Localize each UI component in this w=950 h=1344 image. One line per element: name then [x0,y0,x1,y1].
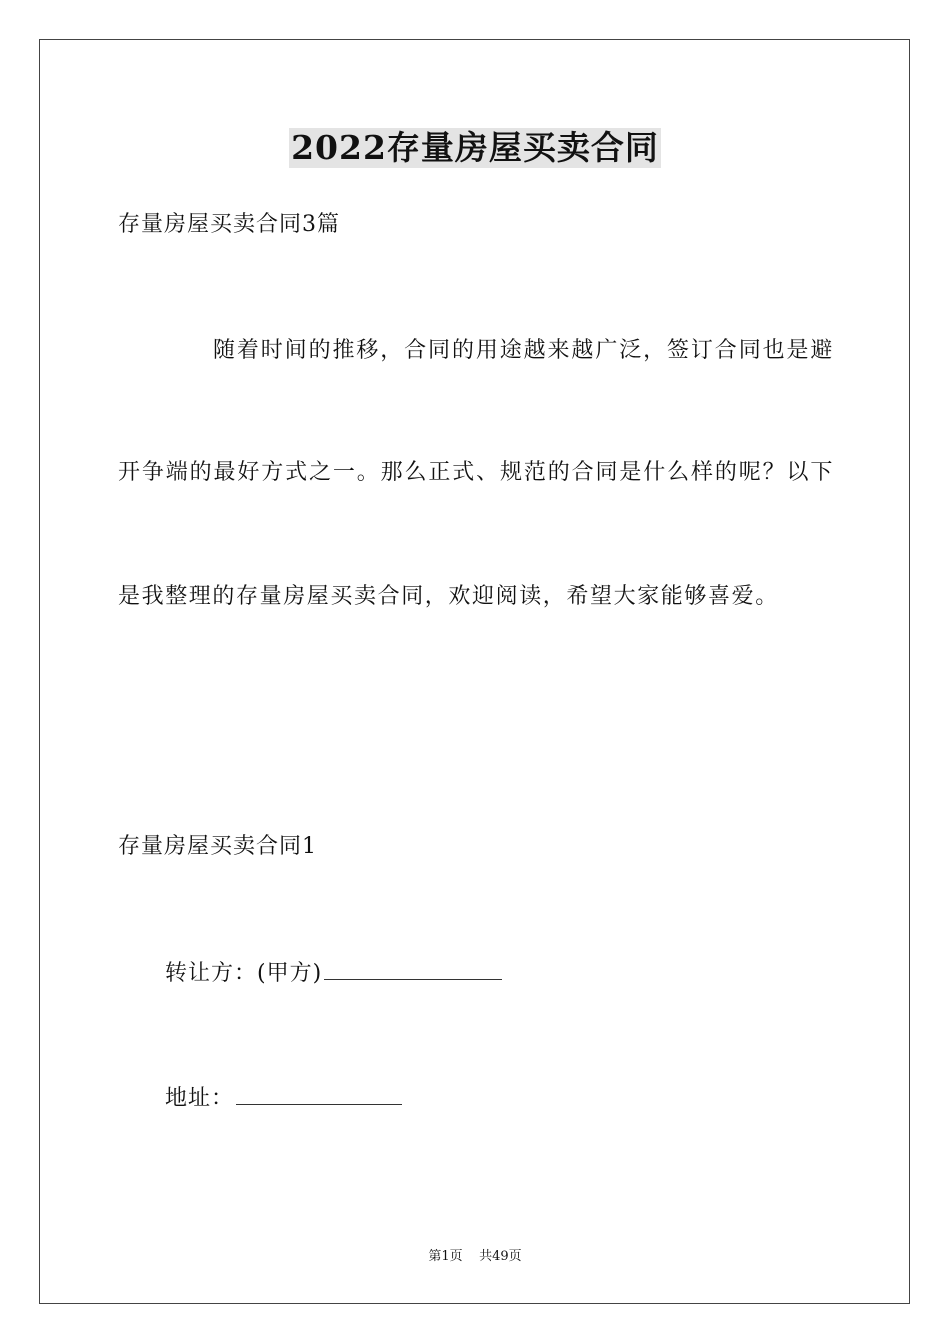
transferor-field [165,957,502,989]
title-container [0,128,950,168]
address-field [165,1082,402,1114]
address-blank[interactable] [236,1082,402,1105]
address-label: 地址： [165,1086,235,1111]
transferor-label: 转让方：(甲方) [165,961,323,986]
intro-paragraph-line-1: 随着时间的推移，合同的用途越来越广泛，签订合同也是避 [213,338,834,363]
transferor-blank[interactable] [324,957,502,980]
document-title: 2022存量房屋买卖合同 [291,128,659,167]
document-subtitle: 存量房屋买卖合同3篇 [118,212,340,237]
intro-paragraph-line-3: 是我整理的存量房屋买卖合同，欢迎阅读，希望大家能够喜爱。 [118,584,779,609]
intro-paragraph-line-2: 开争端的最好方式之一。那么正式、规范的合同是什么样的呢？以下 [118,460,834,485]
section-heading: 存量房屋买卖合同1 [118,834,317,859]
page-footer: 第1页 共49页 [428,1249,522,1264]
